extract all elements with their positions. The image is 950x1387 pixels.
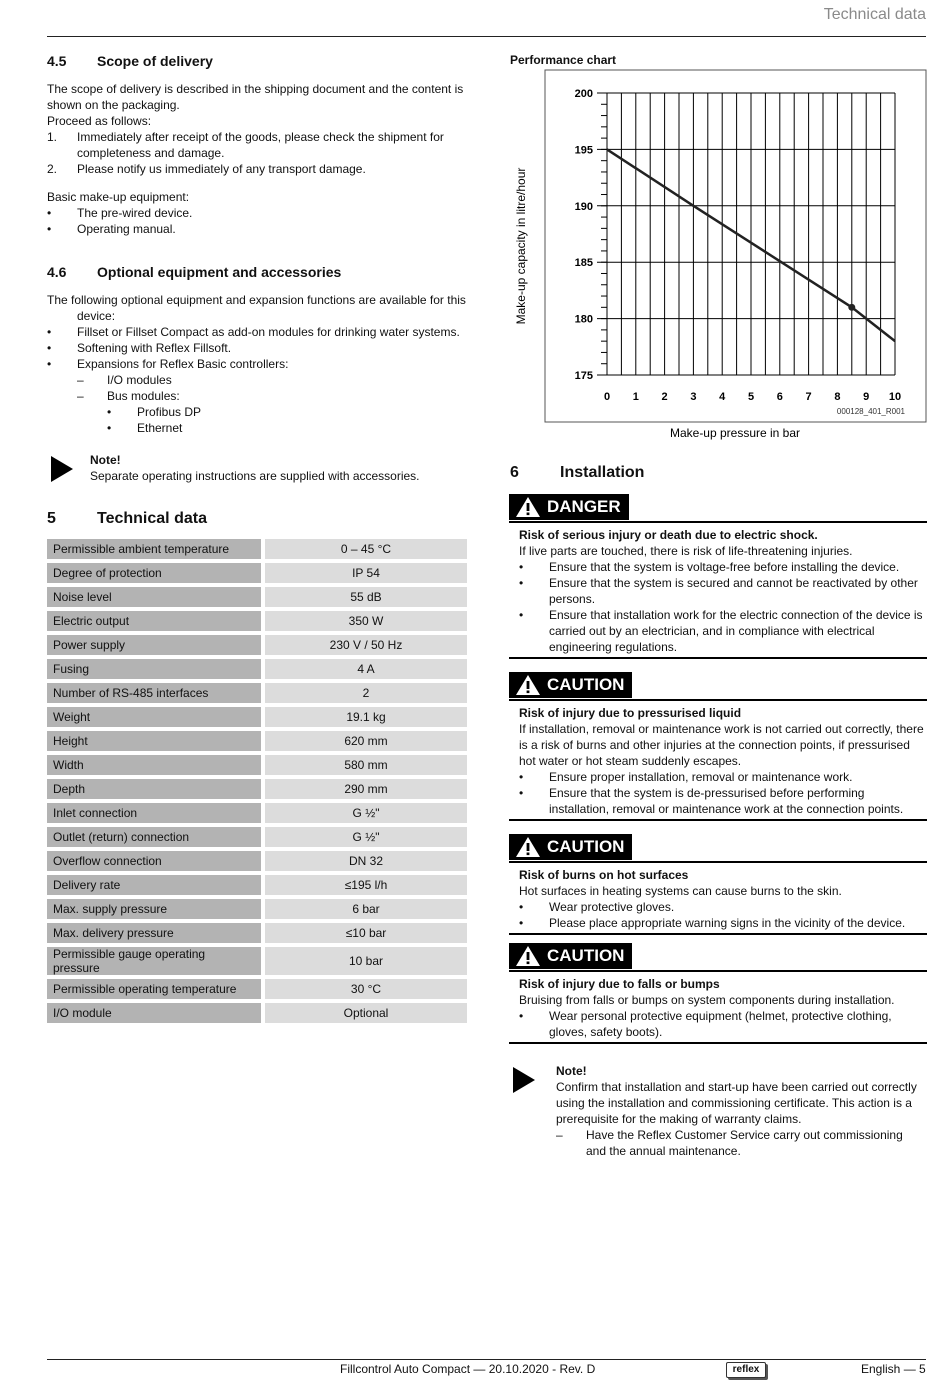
table-row bbox=[47, 587, 467, 607]
row-value: DN 32 bbox=[265, 851, 467, 871]
list-item bbox=[47, 404, 467, 420]
table-row bbox=[47, 1003, 467, 1023]
bullet: • bbox=[107, 405, 112, 419]
warning-label: DANGER bbox=[547, 497, 621, 516]
table-row bbox=[47, 803, 467, 823]
table-row bbox=[47, 731, 467, 751]
row-value: ≤10 bar bbox=[265, 923, 467, 943]
warning-badge bbox=[509, 672, 632, 698]
bullet: • bbox=[519, 770, 524, 784]
row-label: Max. delivery pressure bbox=[47, 923, 265, 943]
table-row bbox=[47, 827, 467, 847]
x-tick-label: 6 bbox=[776, 391, 783, 403]
dash: – bbox=[556, 1128, 563, 1142]
row-label: Noise level bbox=[47, 587, 265, 607]
y-tick-label: 200 bbox=[574, 88, 593, 100]
bullet: • bbox=[519, 576, 524, 590]
list-item bbox=[47, 372, 467, 388]
warning-rule bbox=[509, 861, 927, 863]
row-value: G ½" bbox=[265, 827, 467, 847]
list-item bbox=[47, 221, 467, 237]
list-text: Expansions for Reflex Basic controllers: bbox=[77, 357, 289, 371]
warning-text: Bruising from falls or bumps on system components during installation. bbox=[519, 993, 895, 1007]
list-item bbox=[519, 575, 927, 607]
row-value: 10 bar bbox=[265, 947, 467, 975]
bullet: • bbox=[47, 325, 52, 339]
list-item bbox=[556, 1127, 926, 1159]
warning-title: Risk of serious injury or death due to electric shock. bbox=[519, 528, 818, 542]
page-number: — 5 bbox=[903, 1362, 926, 1376]
warning-block bbox=[509, 834, 927, 935]
warning-block bbox=[509, 943, 927, 1044]
list-marker: 1. bbox=[47, 130, 58, 144]
row-value: G ½" bbox=[265, 803, 467, 823]
list-text: Operating manual. bbox=[77, 222, 176, 236]
warning-badge bbox=[509, 834, 632, 860]
section-number: 6 bbox=[510, 464, 519, 481]
bullet: • bbox=[519, 786, 524, 800]
performance-chart bbox=[505, 66, 930, 446]
list-text: Ensure that the system is secured and cannot be reactivated by other persons. bbox=[549, 576, 918, 606]
note-arrow-icon bbox=[513, 1067, 535, 1093]
figure-code: 000128_401_R001 bbox=[836, 407, 905, 416]
list-text: Ensure that installation work for the electric connection of the device is carried out by an electrician, and in compliance with electrical engineering regulations. bbox=[549, 608, 923, 654]
table-row bbox=[47, 755, 467, 775]
list-item bbox=[519, 607, 927, 655]
table-row bbox=[47, 779, 467, 799]
row-label: Depth bbox=[47, 779, 265, 799]
section-4-6-heading bbox=[47, 264, 341, 280]
row-value: ≤195 l/h bbox=[265, 875, 467, 895]
footer-document: Fillcontrol Auto Compact — 20.10.2020 - Rev. D bbox=[340, 1362, 596, 1376]
bullet: • bbox=[47, 206, 52, 220]
table-row bbox=[47, 851, 467, 871]
table-row bbox=[47, 611, 467, 631]
list-text: Ensure that the system is voltage-free before installing the device. bbox=[549, 560, 900, 574]
list-item bbox=[47, 388, 467, 404]
section-number: 5 bbox=[47, 510, 56, 527]
x-tick-label: 2 bbox=[661, 391, 668, 403]
table-row bbox=[47, 707, 467, 727]
section-title: Optional equipment and accessories bbox=[97, 264, 342, 280]
x-tick-label: 10 bbox=[888, 391, 902, 403]
x-tick-label: 0 bbox=[603, 391, 611, 403]
bullet: • bbox=[519, 608, 524, 622]
row-value: 6 bar bbox=[265, 899, 467, 919]
note-title: Note! bbox=[90, 453, 121, 467]
warning-text: If live parts are touched, there is risk of life-threatening injuries. bbox=[519, 544, 853, 558]
x-tick-label: 5 bbox=[747, 391, 755, 403]
x-tick-label: 3 bbox=[690, 391, 697, 403]
list-item bbox=[47, 205, 467, 221]
list-text: Wear protective gloves. bbox=[549, 900, 675, 914]
paragraph: The following optional equipment and expansion functions are available for this device: bbox=[47, 293, 466, 323]
row-value: 19.1 kg bbox=[265, 707, 467, 727]
paragraph: Basic make-up equipment: bbox=[47, 190, 190, 204]
paragraph: Proceed as follows: bbox=[47, 114, 152, 128]
warning-body bbox=[509, 883, 927, 931]
warning-block bbox=[509, 494, 927, 659]
note bbox=[556, 1063, 926, 1159]
row-label: Delivery rate bbox=[47, 875, 265, 895]
section-title: Scope of delivery bbox=[97, 53, 213, 69]
list-item bbox=[47, 161, 467, 177]
list-item bbox=[519, 559, 927, 575]
section-number: 4.5 bbox=[47, 53, 67, 69]
warning-text: Hot surfaces in heating systems can cause burns to the skin. bbox=[519, 884, 842, 898]
data-point bbox=[848, 304, 855, 311]
note-arrow-icon bbox=[51, 456, 73, 482]
chart-frame bbox=[545, 70, 926, 422]
list-text: Please place appropriate warning signs in the vicinity of the device. bbox=[549, 916, 906, 930]
row-label: Permissible gauge operating pressure bbox=[47, 947, 265, 975]
header-rule bbox=[47, 36, 926, 37]
bullet: • bbox=[47, 341, 52, 355]
y-axis-label: Make-up capacity in litre/hour bbox=[514, 167, 528, 325]
list-text: Ethernet bbox=[137, 421, 183, 435]
row-value: 350 W bbox=[265, 611, 467, 631]
row-value: 30 °C bbox=[265, 979, 467, 999]
running-header: Technical data bbox=[823, 6, 926, 23]
row-label: Overflow connection bbox=[47, 851, 265, 871]
list-marker: 2. bbox=[47, 162, 58, 176]
warning-rule bbox=[509, 521, 927, 523]
section-4-6-body bbox=[47, 292, 467, 436]
y-tick-label: 185 bbox=[574, 257, 593, 270]
table-row bbox=[47, 947, 467, 975]
section-title: Technical data bbox=[97, 510, 207, 527]
row-label: Degree of protection bbox=[47, 563, 265, 583]
row-label: Weight bbox=[47, 707, 265, 727]
list-item bbox=[47, 129, 467, 161]
row-value: 580 mm bbox=[265, 755, 467, 775]
list-text: Fillset or Fillset Compact as add-on modules for drinking water systems. bbox=[77, 325, 460, 339]
row-label: Permissible ambient temperature bbox=[47, 539, 265, 559]
warning-triangle-icon bbox=[515, 945, 541, 967]
list-text: Ensure that the system is de-pressurised before performing installation, removal or maintenance work at the connection points. bbox=[549, 786, 904, 816]
row-value: 4 A bbox=[265, 659, 467, 679]
row-label: I/O module bbox=[47, 1003, 265, 1023]
list-item bbox=[519, 915, 927, 931]
warning-triangle-icon bbox=[515, 496, 541, 518]
warning-text: If installation, removal or maintenance work is not carried out correctly, there is a risk of burns and other injuries at the connection points, if pressurised hot water or hot steam suddenly escapes. bbox=[519, 722, 924, 768]
y-tick-label: 195 bbox=[574, 144, 593, 157]
bullet: • bbox=[47, 357, 52, 371]
list-item bbox=[47, 324, 467, 340]
note-text: Confirm that installation and start-up have been carried out correctly using the installation and commissioning certificate. This action is a prerequisite for the making of warranty claims. bbox=[556, 1080, 917, 1126]
y-tick-label: 175 bbox=[574, 370, 593, 382]
row-label: Number of RS-485 interfaces bbox=[47, 683, 265, 703]
technical-data-table bbox=[47, 535, 467, 1027]
warning-rule bbox=[509, 970, 927, 972]
x-tick-label: 8 bbox=[834, 391, 841, 403]
bullet: • bbox=[519, 916, 524, 930]
x-tick-label: 9 bbox=[863, 391, 870, 403]
note bbox=[90, 452, 470, 484]
row-value: 620 mm bbox=[265, 731, 467, 751]
row-label: Electric output bbox=[47, 611, 265, 631]
table-row bbox=[47, 683, 467, 703]
dash: – bbox=[77, 373, 84, 387]
section-number: 4.6 bbox=[47, 264, 67, 280]
bullet: • bbox=[107, 421, 112, 435]
section-6-heading bbox=[510, 464, 644, 482]
table-row bbox=[47, 563, 467, 583]
row-value: Optional bbox=[265, 1003, 467, 1023]
warning-body bbox=[509, 543, 927, 655]
note-title: Note! bbox=[556, 1064, 587, 1078]
table-row bbox=[47, 539, 467, 559]
row-value: 290 mm bbox=[265, 779, 467, 799]
table-row bbox=[47, 659, 467, 679]
list-item bbox=[519, 899, 927, 915]
row-label: Outlet (return) connection bbox=[47, 827, 265, 847]
warning-badge bbox=[509, 494, 629, 520]
row-label: Max. supply pressure bbox=[47, 899, 265, 919]
table-row bbox=[47, 923, 467, 943]
row-value: 230 V / 50 Hz bbox=[265, 635, 467, 655]
list-text: Ensure proper installation, removal or maintenance work. bbox=[549, 770, 853, 784]
list-text: I/O modules bbox=[107, 373, 172, 387]
list-text: Please notify us immediately of any transport damage. bbox=[77, 162, 366, 176]
reflex-logo: reflex bbox=[726, 1362, 766, 1378]
table-row bbox=[47, 635, 467, 655]
list-item bbox=[519, 769, 927, 785]
list-text: Bus modules: bbox=[107, 389, 180, 403]
row-value: 2 bbox=[265, 683, 467, 703]
y-tick-label: 180 bbox=[574, 313, 593, 326]
x-axis-label: Make-up pressure in bar bbox=[669, 426, 801, 440]
list-text: The pre-wired device. bbox=[77, 206, 193, 220]
row-label: Height bbox=[47, 731, 265, 751]
section-title: Installation bbox=[560, 464, 645, 481]
warning-title: Risk of injury due to falls or bumps bbox=[519, 977, 720, 991]
y-tick-label: 190 bbox=[574, 200, 593, 213]
warning-body bbox=[509, 992, 927, 1040]
list-item bbox=[47, 340, 467, 356]
row-label: Fusing bbox=[47, 659, 265, 679]
warning-title: Risk of burns on hot surfaces bbox=[519, 868, 689, 882]
table-row bbox=[47, 875, 467, 895]
bullet: • bbox=[519, 1009, 524, 1023]
list-text: Profibus DP bbox=[137, 405, 202, 419]
paragraph: The scope of delivery is described in the shipping document and the content is shown on the packaging. bbox=[47, 82, 464, 112]
technical-data-table-wrap bbox=[47, 535, 467, 1027]
warning-rule bbox=[509, 819, 927, 821]
list-text: Have the Reflex Customer Service carry out commissioning and the annual maintenance. bbox=[586, 1128, 903, 1158]
section-4-5-heading bbox=[47, 53, 213, 69]
row-value: 0 – 45 °C bbox=[265, 539, 467, 559]
list-text: Immediately after receipt of the goods, please check the shipment for completeness and damage. bbox=[77, 130, 444, 160]
row-label: Power supply bbox=[47, 635, 265, 655]
warning-label: CAUTION bbox=[547, 675, 625, 694]
row-label: Inlet connection bbox=[47, 803, 265, 823]
list-text: Wear personal protective equipment (helmet, protective clothing, gloves, safety boots). bbox=[549, 1009, 892, 1039]
list-item bbox=[519, 785, 927, 817]
x-tick-label: 7 bbox=[805, 391, 812, 403]
dash: – bbox=[77, 389, 84, 403]
bullet: • bbox=[519, 900, 524, 914]
warning-rule bbox=[509, 657, 927, 659]
row-label: Width bbox=[47, 755, 265, 775]
list-text: Softening with Reflex Fillsoft. bbox=[77, 341, 232, 355]
table-row bbox=[47, 899, 467, 919]
table-row bbox=[47, 979, 467, 999]
warning-badge bbox=[509, 943, 632, 969]
footer-rule bbox=[47, 1359, 926, 1360]
bullet: • bbox=[47, 222, 52, 236]
warning-triangle-icon bbox=[515, 836, 541, 858]
x-tick-label: 4 bbox=[719, 391, 726, 403]
warning-triangle-icon bbox=[515, 674, 541, 696]
x-tick-label: 1 bbox=[632, 391, 639, 403]
chart-title: Performance chart bbox=[510, 53, 617, 67]
warning-label: CAUTION bbox=[547, 946, 625, 965]
row-label: Permissible operating temperature bbox=[47, 979, 265, 999]
warning-label: CAUTION bbox=[547, 837, 625, 856]
note-text: Separate operating instructions are supplied with accessories. bbox=[90, 469, 420, 483]
section-5-heading bbox=[47, 510, 207, 528]
list-item bbox=[47, 420, 467, 436]
warning-rule bbox=[509, 933, 927, 935]
footer-language bbox=[861, 1362, 926, 1376]
warning-block bbox=[509, 672, 927, 821]
warning-body bbox=[509, 721, 927, 817]
warning-rule bbox=[509, 699, 927, 701]
section-4-5-body bbox=[47, 81, 467, 237]
row-value: IP 54 bbox=[265, 563, 467, 583]
bullet: • bbox=[519, 560, 524, 574]
warning-rule bbox=[509, 1042, 927, 1044]
list-item bbox=[47, 356, 467, 372]
warning-title: Risk of injury due to pressurised liquid bbox=[519, 706, 742, 720]
list-item bbox=[519, 1008, 927, 1040]
language-label: English bbox=[861, 1362, 901, 1376]
row-value: 55 dB bbox=[265, 587, 467, 607]
